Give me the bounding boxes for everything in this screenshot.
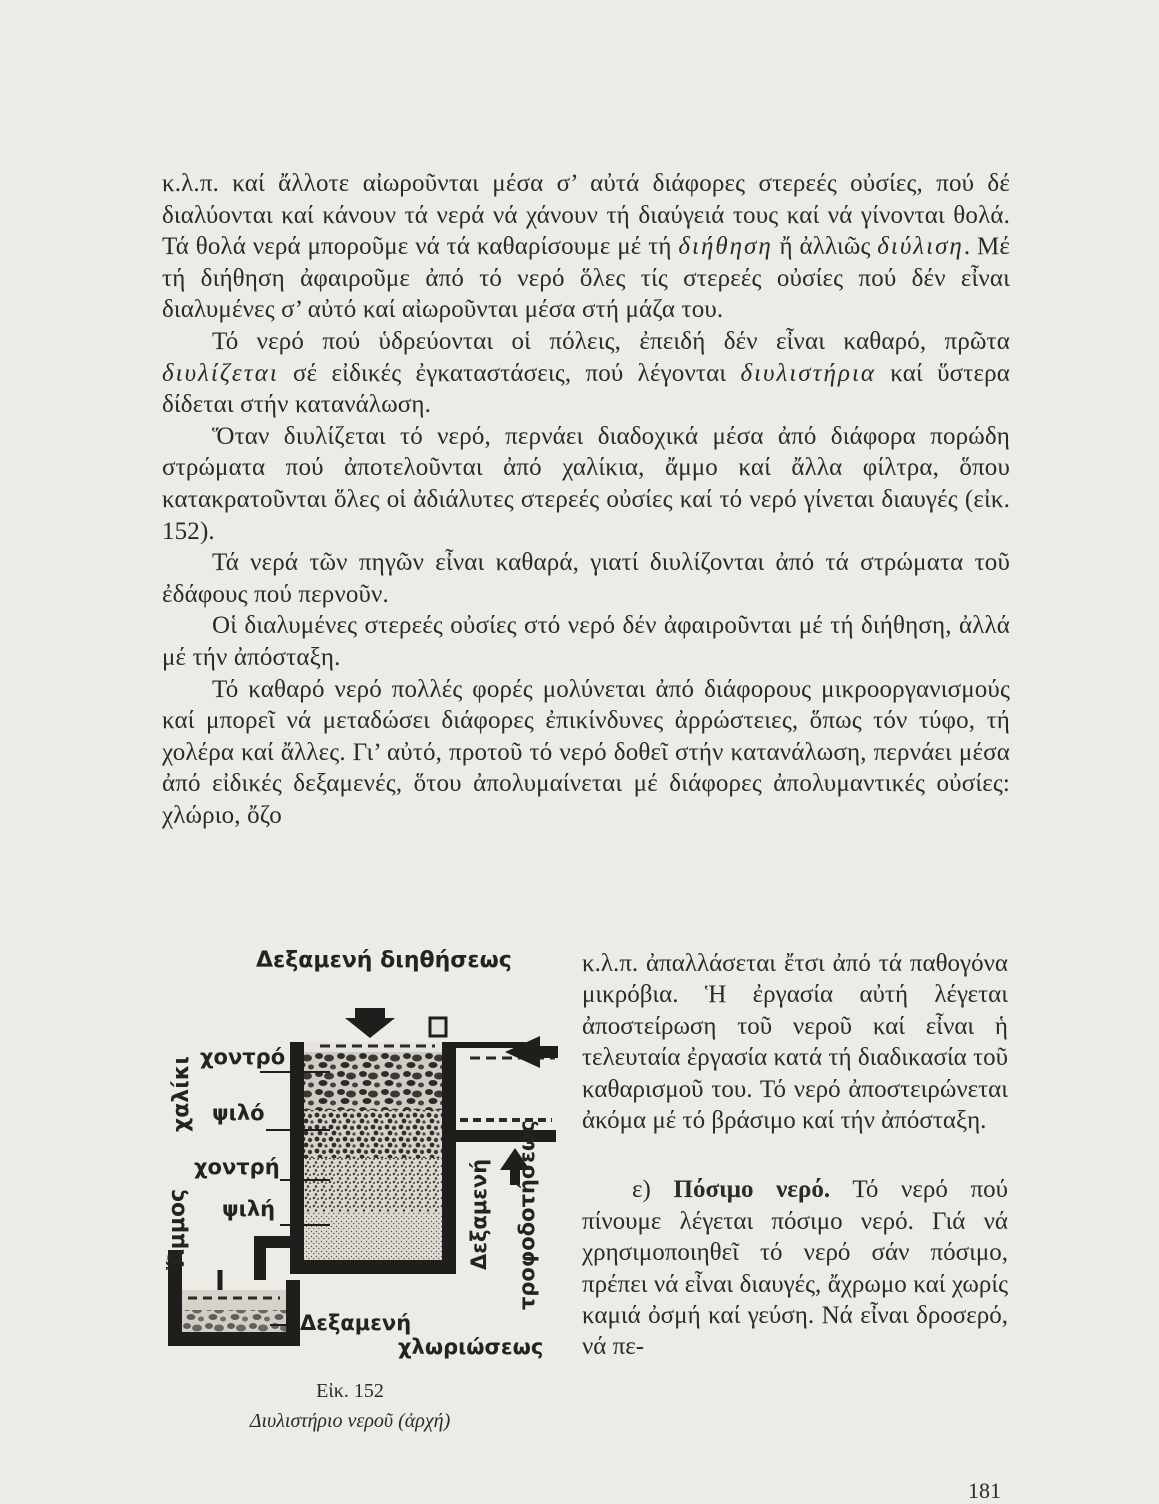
text-run: Ὅταν διυλίζεται τό νερό, περνάει διαδοχικά μέσα ἀπό διάφορα πορώδη στρώματα πού ἀποτελοῦνται ἀπό χαλίκια, ἄμμο καί ἄλλα φίλτρα, ὅπου κατακρατοῦνται ὅλες οἱ ἀδιάλυτες στερεές οὐσίες καί τό νερό γίνεται διαυγές (εἰκ. 152).: [162, 422, 1010, 545]
italic-term: διυλιστήρια: [740, 359, 877, 387]
italic-term: διύλιση: [877, 233, 964, 261]
label-gravel-group: χαλίκι: [169, 1055, 194, 1132]
label-supply-tank-1: Δεξαμενή: [467, 1158, 491, 1270]
body-paragraph: [162, 610, 1010, 673]
text-run: κ.λ.π. καί ἄλλοτε αἰωροῦνται μέσα σ’ αὐτά διάφορες στερεές οὐσίες, πού δέ διαλύονται καί κάνουν τά νερά νά χάνουν τή διαύγειά τους καί νά γίνονται θολά. Τά θολά νερά μποροῦμε νά τά καθαρίσουμε μέ τή: [162, 170, 1010, 261]
label-fine-gravel: ψιλό: [212, 1101, 265, 1125]
label-chlorination-tank-2: χλωριώσεως: [398, 1335, 544, 1359]
italic-term: διυλίζεται: [162, 359, 279, 387]
body-paragraph: [162, 326, 1010, 421]
label-fine-sand: ψιλή: [222, 1197, 276, 1221]
figure-subcaption: Διυλιστήριο νεροῦ (ἀρχή): [249, 1410, 451, 1432]
label-sand-group: Ἄμμος: [165, 1188, 190, 1270]
text-run: καί ὕστερα δίδεται στήν κατανάλωση.: [162, 359, 1010, 419]
right-column-text: [582, 948, 1008, 1363]
label-supply-tank-2: τροφοδοτήσεως: [515, 1120, 539, 1310]
text-run: Τά νερά τῶν πηγῶν εἶναι καθαρά, γιατί διυλίζονται ἀπό τά στρώματα τοῦ ἐδάφους πού περνοῦν.: [162, 549, 1010, 608]
text-run: . Μέ τή διήθηση ἀφαιροῦμε ἀπό τό νερό ὅλες τίς στερεές οὐσίες πού δέν εἶναι διαλυμένες σ’ αὐτό καί αἰωροῦνται μέσα στή μάζα του.: [162, 233, 1010, 324]
text-run: Οἱ διαλυμένες στερεές οὐσίες στό νερό δέν ἀφαιροῦνται μέ τή διήθηση, ἀλλά μέ τήν ἀπόσταξη.: [162, 612, 1010, 671]
text-run: Τό νερό πού ὑδρεύονται οἱ πόλεις, ἐπειδή δέν εἶναι καθαρό, πρῶτα: [212, 327, 1010, 355]
body-paragraph: [162, 421, 1010, 547]
filtration-diagram: [160, 980, 570, 1360]
text-run: ἤ ἀλλιῶς: [772, 233, 878, 261]
label-coarse-gravel: χοντρό: [200, 1045, 286, 1069]
page-number: 181: [968, 1478, 1001, 1503]
section-text: Τό νερό πού πίνουμε λέγεται πόσιμο νερό. Γιά νά χρησιμοποιηθεῖ τό νερό σάν πόσιμο, πρέπει νά εἶναι διαυγές, ἄχρωμο καί χωρίς καμιά ὀσμή καί γεύση. Νά εἶναι δροσερό, νά πε-: [582, 1176, 1008, 1361]
italic-term: διήθηση: [678, 233, 773, 261]
right-paragraph-sterilization: κ.λ.π. ἀπαλλάσεται ἔτσι ἀπό τά παθογόνα μικρόβια. Ἡ ἐργασία αὐτή λέγεται ἀποστείρωση τοῦ νεροῦ καί εἶναι ἡ τελευταία ἐργασία κατά τή διαδικασία τοῦ καθαρισμοῦ του. Τό νερό ἀποστειρώνεται ἀκόμα μέ τό βράσιμο καί τήν ἀπόσταξη.: [582, 950, 1008, 1135]
body-text: [162, 168, 1010, 831]
right-paragraph-drinking-water: [582, 1174, 1008, 1362]
text-run: σέ εἰδικές ἐγκαταστάσεις, πού λέγονται: [278, 359, 741, 387]
body-paragraph: [162, 168, 1010, 326]
body-paragraph: [162, 674, 1010, 832]
body-paragraph: [162, 547, 1010, 610]
section-marker: ε): [632, 1176, 674, 1204]
figure-caption-block: [200, 1376, 500, 1436]
text-run: Τό καθαρό νερό πολλές φορές μολύνεται ἀπό διάφορους μικροοργανισμούς καί μπορεῖ νά μεταδώσει διάφορες ἐπικίνδυνες ἀρρώστειες, ὅπως τόν τύφο, τή χολέρα καί ἄλλες. Γι’ αὐτό, προτοῦ τό νερό δοθεῖ στήν κατανάλωση, περνάει μέσα ἀπό εἰδικές δεξαμενές, ὅτου ἀπολυμαίνεται μέ διάφορες ἀπολυμαντικές οὐσίες: χλώριο, ὄζο: [162, 675, 1010, 829]
section-heading: Πόσιμο νερό.: [673, 1176, 831, 1204]
figure-caption: Εἰκ. 152: [316, 1380, 384, 1402]
label-chlorination-tank-1: Δεξαμενή: [300, 1311, 412, 1335]
figure-title: Δεξαμενή διηθήσεως: [256, 948, 512, 973]
label-coarse-sand: χοντρή: [194, 1155, 280, 1179]
